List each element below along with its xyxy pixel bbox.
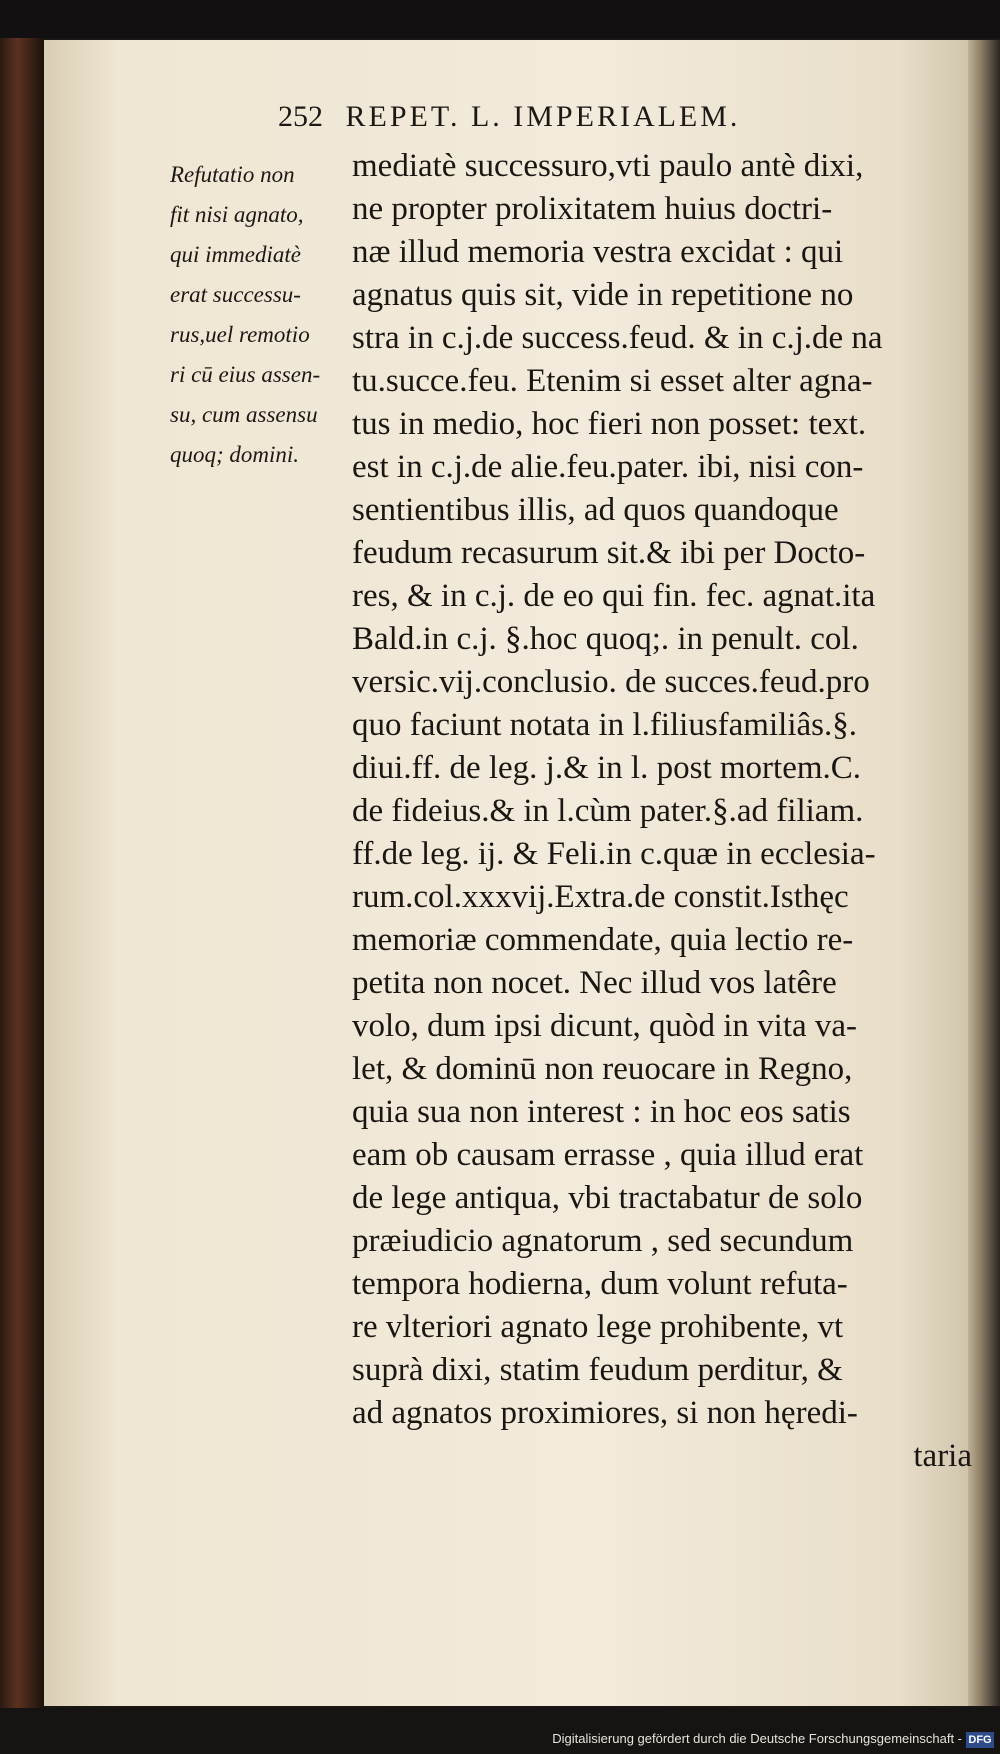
text-line: stra in c.j.de success.feud. & in c.j.de na (352, 320, 883, 356)
text-line: quia sua non interest : in hoc eos satis (352, 1094, 851, 1130)
text-line: de lege antiqua, vbi tractabatur de solo (352, 1180, 863, 1216)
digitization-credit: Digitalisierung gefördert durch die Deutsche Forschungsgemeinschaft - (552, 1731, 962, 1746)
text-line: Bald.in c.j. §.hoc quoq;. in penult. col. (352, 621, 859, 657)
text-line: næ illud memoria vestra excidat : qui (352, 234, 844, 270)
text-line: rum.col.xxxvij.Extra.de constit.Isthęc (352, 879, 849, 915)
text-line: mediatè successuro,vti paulo antè dixi, (352, 148, 864, 184)
text-line: re vlteriori agnato lege prohibente, vt (352, 1309, 844, 1345)
text-line: diui.ff. de leg. j.& in l. post mortem.C. (352, 750, 862, 786)
text-line: eam ob causam errasse , quia illud erat (352, 1137, 864, 1173)
marginal-note-line: rus,uel remotio (170, 322, 310, 347)
scan-bottom-border (0, 1708, 1000, 1754)
text-line: res, & in c.j. de eo qui fin. fec. agnat.ita (352, 578, 876, 614)
text-line: ad agnatos proximiores, si non hęredi- (352, 1395, 858, 1431)
marginal-note-line: erat successu- (170, 282, 301, 307)
text-line: memoriæ commendate, quia lectio re- (352, 922, 854, 958)
text-line: agnatus quis sit, vide in repetitione no (352, 277, 854, 313)
marginal-note-line: ri cū eius assen- (170, 362, 321, 387)
scan-top-border (0, 0, 1000, 38)
text-line: tempora hodierna, dum volunt refuta- (352, 1266, 848, 1302)
marginal-note-line: su, cum assensu (170, 402, 318, 427)
text-line: sentientibus illis, ad quos quandoque (352, 492, 839, 528)
catchword: taria (913, 1438, 972, 1474)
text-line: let, & dominū non reuocare in Regno, (352, 1051, 853, 1087)
text-line: versic.vij.conclusio. de succes.feud.pro (352, 664, 870, 700)
text-line: de fideius.& in l.cùm pater.§.ad filiam. (352, 793, 864, 829)
dfg-logo: DFG (966, 1732, 994, 1748)
text-line: præiudicio agnatorum , sed secundum (352, 1223, 854, 1259)
marginal-note-line: fit nisi agnato, (170, 202, 304, 227)
book-binding (0, 38, 44, 1708)
text-line: suprà dixi, statim feudum perditur, & (352, 1352, 843, 1388)
text-line: quo faciunt notata in l.filiusfamiliâs.§. (352, 707, 857, 743)
body-text (352, 145, 972, 1478)
page-header (278, 100, 918, 134)
text-line: volo, dum ipsi dicunt, quòd in vita va- (352, 1008, 858, 1044)
text-line: tus in medio, hoc fieri non posset: text. (352, 406, 867, 442)
marginal-note-line: Refutatio non (170, 162, 295, 187)
text-line: ff.de leg. ij. & Feli.in c.quæ in ecclesia- (352, 836, 876, 872)
text-line: petita non nocet. Nec illud vos latêre (352, 965, 837, 1001)
page-edge (968, 40, 1000, 1706)
page-number: 252 (278, 100, 323, 133)
running-title: REPET. L. IMPERIALEM. (345, 100, 741, 133)
marginal-note-line: qui immediatè (170, 242, 301, 267)
text-line: feudum recasurum sit.& ibi per Docto- (352, 535, 866, 571)
marginal-note-line: quoq; domini. (170, 442, 300, 467)
text-line: ne propter prolixitatem huius doctri- (352, 191, 833, 227)
text-line: tu.succe.feu. Etenim si esset alter agna- (352, 363, 873, 399)
marginal-note (170, 155, 345, 475)
text-line: est in c.j.de alie.feu.pater. ibi, nisi con- (352, 449, 864, 485)
